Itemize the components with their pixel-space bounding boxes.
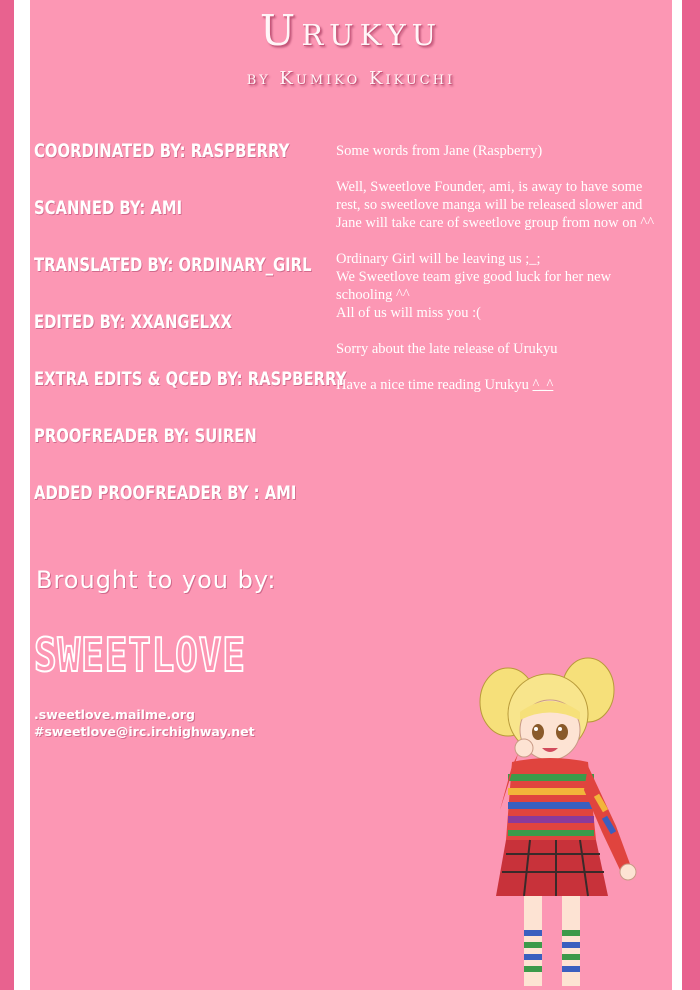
credit-proofreader: PROOFREADER BY: SUIREN	[34, 425, 257, 447]
page-title: Urukyu	[259, 6, 443, 55]
credits-list	[34, 140, 347, 539]
credit-scanner: SCANNED BY: AMI	[34, 197, 183, 219]
credit-extra-edits: EXTRA EDITS & QCED BY: RASPBERRY	[34, 368, 347, 390]
closing-text: Have a nice time reading Urukyu	[336, 377, 529, 393]
website-link[interactable]: .sweetlove.mailme.org	[34, 707, 195, 722]
group-logo: SWEETLOVE	[34, 628, 246, 682]
credit-translator: TRANSLATED BY: ORDINARY_GIRL	[34, 254, 312, 276]
notes-paragraph: Sorry about the late release of Urukyu	[336, 341, 558, 357]
brought-to-you-by: Brought to you by:	[36, 566, 277, 594]
credit-editor: EDITED BY: XXANGELXX	[34, 311, 232, 333]
left-border	[0, 0, 14, 990]
author-byline: by Kumiko Kikuchi	[246, 68, 456, 89]
irc-channel-link[interactable]: #sweetlove@irc.irchighway.net	[34, 724, 255, 739]
notes-paragraph: Well, Sweetlove Founder, ami, is away to have some rest, so sweetlove manga will be released slower and Jane will take care of sweetlove group from now on ^^	[336, 179, 655, 231]
credit-added-proofreader: ADDED PROOFREADER BY : AMI	[34, 482, 297, 504]
notes-block	[336, 142, 672, 412]
credits-panel	[30, 0, 672, 990]
right-border	[682, 0, 700, 990]
credit-coordinator: COORDINATED BY: RASPBERRY	[34, 140, 290, 162]
notes-heading: Some words from Jane (Raspberry)	[336, 143, 543, 159]
notes-closing	[336, 376, 672, 394]
girl-character-illustration	[460, 650, 660, 990]
group-links	[34, 706, 255, 740]
notes-paragraph: Ordinary Girl will be leaving us ;_; We Sweetlove team give good luck for her new schooling ^^ All of us will miss you :(	[336, 251, 612, 321]
closing-smiley: ^_^	[532, 377, 554, 393]
